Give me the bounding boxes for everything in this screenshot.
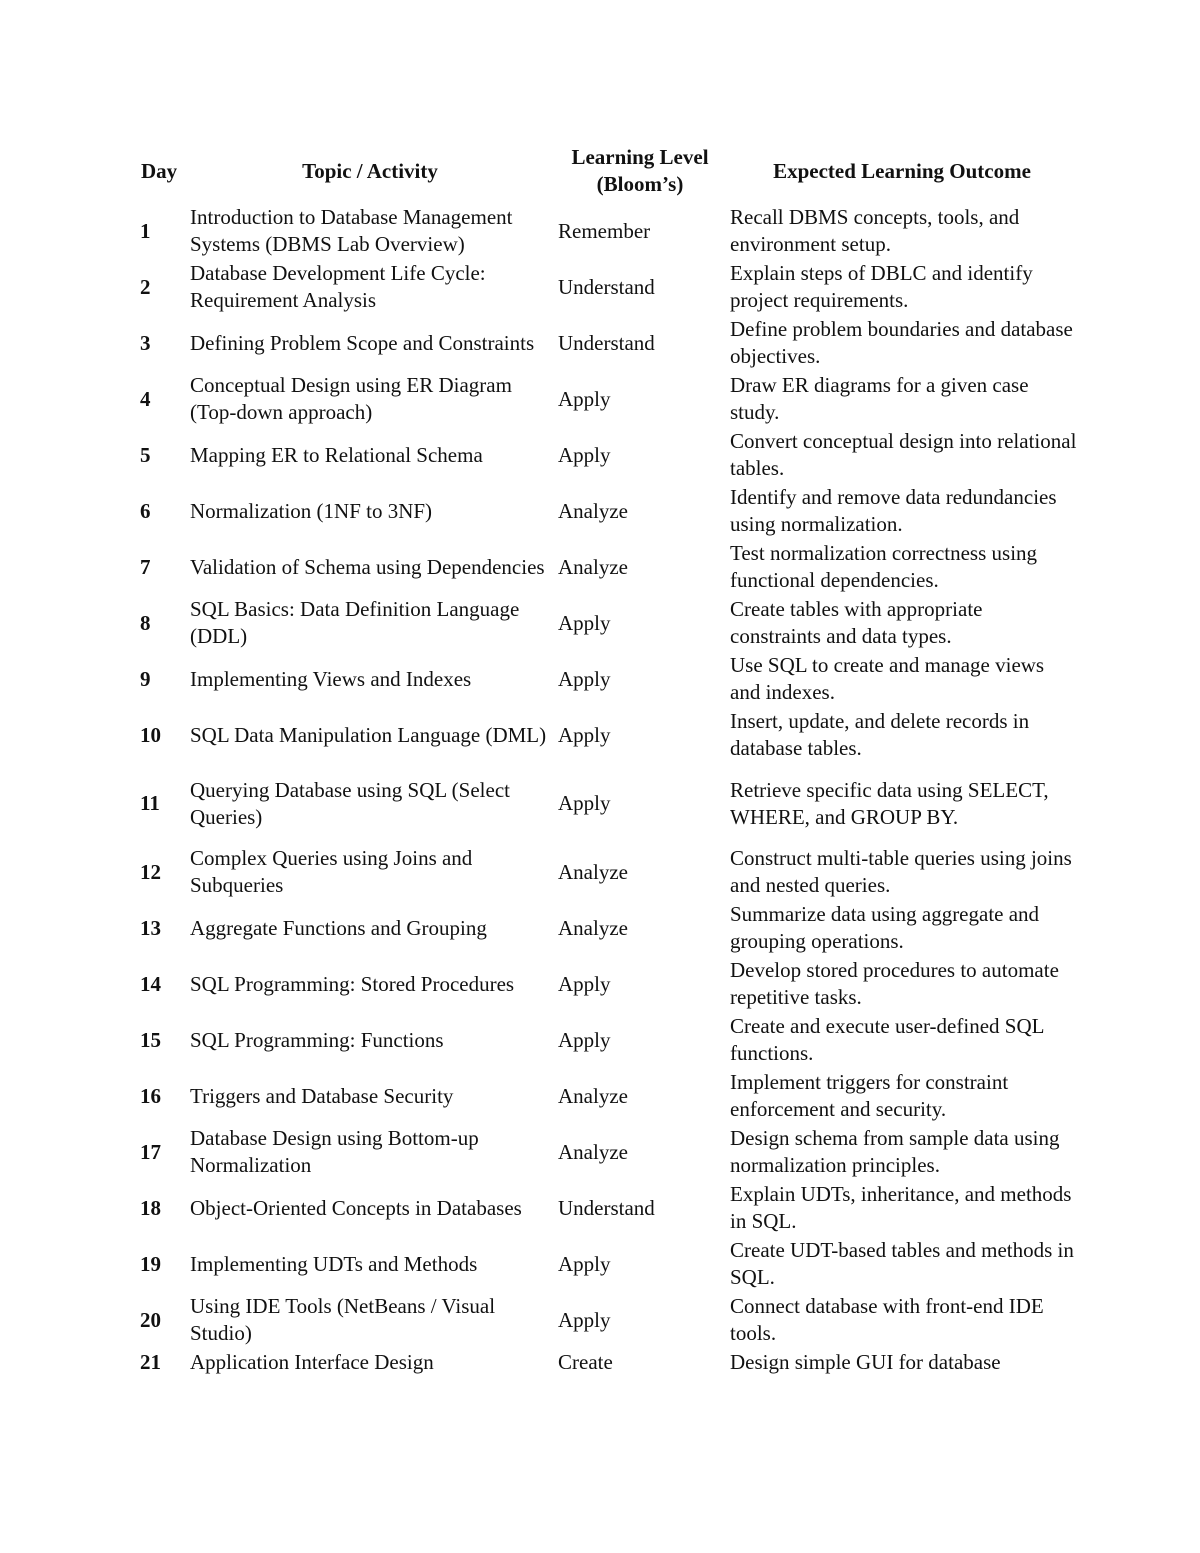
day-cell: 17	[140, 1139, 161, 1164]
outcome-cell: Identify and remove data redundancies using normalization.	[730, 485, 1057, 536]
table-row	[132, 1012, 1078, 1068]
topic-cell: Application Interface Design	[190, 1350, 434, 1374]
outcome-cell: Create UDT-based tables and methods in SQL.	[730, 1238, 1074, 1289]
level-cell: Analyze	[558, 859, 628, 884]
outcome-cell: Retrieve specific data using SELECT, WHERE, and GROUP BY.	[730, 777, 1049, 829]
outcome-cell: Create tables with appropriate constraints and data types.	[730, 597, 983, 648]
outcome-cell: Explain UDTs, inheritance, and methods in SQL.	[730, 1182, 1072, 1233]
table-row	[132, 1348, 1078, 1379]
level-cell: Understand	[558, 274, 655, 299]
level-cell: Apply	[558, 386, 611, 411]
topic-cell: Using IDE Tools (NetBeans / Visual Studio)	[190, 1294, 496, 1345]
outcome-cell: Test normalization correctness using functional dependencies.	[730, 541, 1038, 592]
table-row	[132, 1236, 1078, 1292]
table-row	[132, 1124, 1078, 1180]
topic-cell: Implementing Views and Indexes	[190, 666, 472, 691]
level-cell: Analyze	[558, 498, 628, 523]
table-row	[132, 371, 1078, 427]
header-topic: Topic / Activity	[302, 158, 438, 183]
outcome-cell: Define problem boundaries and database objectives.	[730, 317, 1073, 368]
topic-cell: Database Design using Bottom-up Normalization	[190, 1126, 479, 1177]
outcome-cell: Summarize data using aggregate and grouping operations.	[730, 902, 1040, 953]
table-row	[132, 483, 1078, 539]
level-cell: Apply	[558, 1307, 611, 1332]
outcome-cell: Construct multi-table queries using joins and nested queries.	[730, 846, 1072, 897]
day-cell: 19	[140, 1251, 161, 1276]
topic-cell: Normalization (1NF to 3NF)	[190, 498, 433, 523]
day-cell: 15	[140, 1027, 161, 1052]
topic-cell: Complex Queries using Joins and Subqueries	[190, 846, 473, 897]
level-cell: Apply	[558, 722, 611, 747]
day-cell: 21	[140, 1350, 161, 1374]
level-cell: Remember	[558, 218, 651, 243]
table-body	[132, 203, 1078, 1379]
day-cell: 13	[140, 915, 161, 940]
day-cell: 1	[140, 218, 151, 243]
level-cell: Apply	[558, 1251, 611, 1276]
day-cell: 10	[140, 722, 161, 747]
day-cell: 7	[140, 554, 151, 579]
topic-cell: Introduction to Database Management Systems (DBMS Lab Overview)	[190, 205, 513, 256]
outcome-cell: Convert conceptual design into relational tables.	[730, 429, 1077, 480]
outcome-cell: Develop stored procedures to automate repetitive tasks.	[730, 958, 1059, 1009]
day-cell: 2	[140, 274, 151, 299]
level-cell: Understand	[558, 1195, 655, 1220]
table-row	[132, 427, 1078, 483]
level-cell: Apply	[558, 791, 611, 815]
table-row	[132, 259, 1078, 315]
level-cell: Apply	[558, 610, 611, 635]
table-row	[132, 651, 1078, 707]
day-cell: 18	[140, 1195, 161, 1220]
topic-cell: Implementing UDTs and Methods	[190, 1251, 478, 1276]
outcome-cell: Recall DBMS concepts, tools, and environment setup.	[730, 205, 1020, 256]
outcome-cell: Implement triggers for constraint enforcement and security.	[730, 1070, 1009, 1121]
topic-cell: Database Development Life Cycle: Requirement Analysis	[190, 261, 486, 312]
topic-cell: Object-Oriented Concepts in Databases	[190, 1195, 522, 1220]
table-row	[132, 203, 1078, 259]
table-row	[132, 595, 1078, 651]
day-cell: 6	[140, 498, 151, 523]
topic-cell: SQL Programming: Stored Procedures	[190, 971, 515, 996]
table-row	[132, 1180, 1078, 1236]
day-cell: 8	[140, 610, 151, 635]
level-cell: Create	[558, 1350, 613, 1374]
level-cell: Apply	[558, 442, 611, 467]
day-cell: 20	[140, 1307, 161, 1332]
table-row	[132, 844, 1078, 900]
table-row	[132, 1292, 1078, 1348]
day-cell: 3	[140, 330, 151, 355]
topic-cell: Querying Database using SQL (Select Queries)	[190, 777, 510, 829]
table-row	[132, 539, 1078, 595]
outcome-cell: Create and execute user-defined SQL functions.	[730, 1014, 1044, 1065]
table-row	[132, 707, 1078, 763]
day-cell: 16	[140, 1083, 161, 1108]
topic-cell: SQL Basics: Data Definition Language (DDL)	[190, 597, 520, 648]
day-cell: 4	[140, 386, 151, 411]
table-row	[132, 315, 1078, 371]
day-cell: 9	[140, 666, 151, 691]
topic-cell: Defining Problem Scope and Constraints	[190, 330, 535, 355]
outcome-cell: Insert, update, and delete records in database tables.	[730, 709, 1030, 760]
topic-cell: Validation of Schema using Dependencies	[190, 554, 545, 579]
outcome-cell: Explain steps of DBLC and identify project requirements.	[730, 261, 1033, 312]
level-cell: Analyze	[558, 554, 628, 579]
table-header-row	[132, 142, 1078, 203]
outcome-cell: Connect database with front-end IDE tools.	[730, 1294, 1044, 1345]
day-cell: 14	[140, 971, 161, 996]
level-cell: Apply	[558, 1027, 611, 1052]
outcome-cell: Use SQL to create and manage views and indexes.	[730, 653, 1045, 704]
topic-cell: Triggers and Database Security	[190, 1083, 454, 1108]
level-cell: Apply	[558, 666, 611, 691]
header-level: Learning Level (Bloom’s)	[571, 145, 709, 196]
outcome-cell: Draw ER diagrams for a given case study.	[730, 373, 1029, 424]
table-row	[132, 956, 1078, 1012]
topic-cell: Aggregate Functions and Grouping	[190, 915, 487, 940]
table-row	[132, 763, 1078, 844]
level-cell: Understand	[558, 330, 655, 355]
topic-cell: Conceptual Design using ER Diagram (Top-down approach)	[190, 373, 512, 424]
header-day: Day	[141, 158, 178, 183]
outcome-cell: Design schema from sample data using normalization principles.	[730, 1126, 1060, 1177]
header-outcome: Expected Learning Outcome	[773, 158, 1031, 183]
level-cell: Analyze	[558, 1139, 628, 1164]
level-cell: Analyze	[558, 1083, 628, 1108]
table-row	[132, 1068, 1078, 1124]
lab-schedule-table	[132, 142, 1078, 1379]
day-cell: 12	[140, 859, 161, 884]
outcome-cell: Design simple GUI for database	[730, 1350, 1001, 1374]
topic-cell: SQL Programming: Functions	[190, 1027, 444, 1052]
table-row	[132, 900, 1078, 956]
level-cell: Analyze	[558, 915, 628, 940]
level-cell: Apply	[558, 971, 611, 996]
day-cell: 5	[140, 442, 151, 467]
day-cell: 11	[140, 791, 160, 815]
topic-cell: SQL Data Manipulation Language (DML)	[190, 722, 547, 747]
topic-cell: Mapping ER to Relational Schema	[190, 442, 483, 467]
